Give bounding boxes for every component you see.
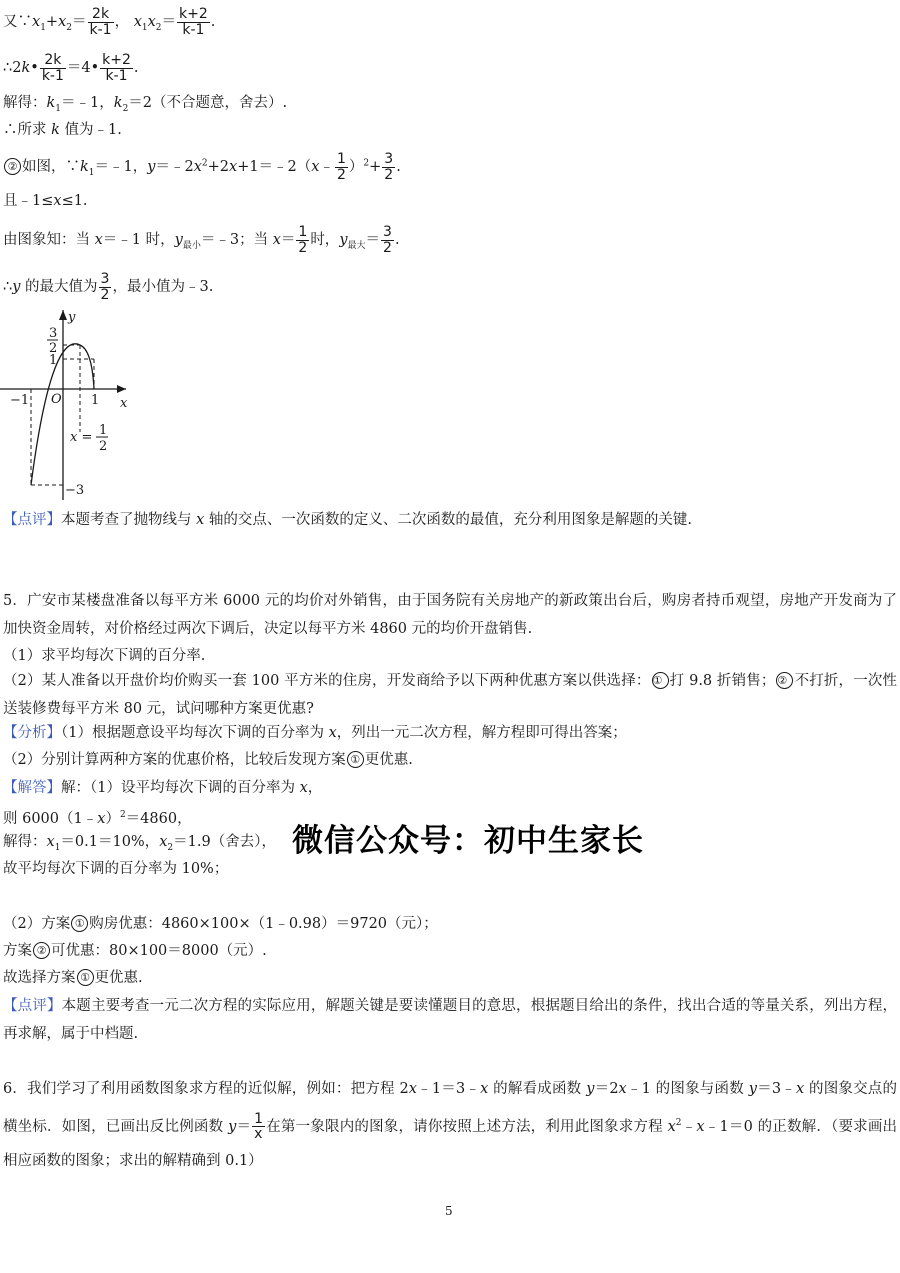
y-axis-arrow	[59, 310, 67, 320]
fraction-2k-over-k-1: $\frac{2k}{k-1}$	[89, 6, 112, 38]
analysis-tag: 【分析】	[3, 725, 61, 741]
fraction-1-over-x: $\frac{1}{x}$	[254, 1110, 264, 1143]
y-axis-label: y	[68, 310, 76, 325]
line-k-value: ∴所求 k 值为﹣1.	[3, 122, 122, 138]
y-tick-label-1: 1	[49, 353, 58, 368]
question-6-stem: 6．我们学习了利用函数图象求方程的近似解，例如：把方程 2x﹣1＝3﹣x 的解看成函数 y＝2x﹣1 的图象与函数 y＝3﹣x 的图象交点的横坐标．如图，已画出反比例函数 y＝ $\frac{1}{x}$ 在第一象限内的图象，请你按照上述方法，利用此图象求方程 $x^2﹣x﹣1=0$ 的正数解．（要求画出相应函数的图象；求出的解精确到 0.1）	[3, 1081, 898, 1169]
answer-line-1: 【解答】解：（1）设平均每次下调的百分率为 x，	[3, 780, 323, 796]
wechat-watermark: 微信公众号：初中生家长	[292, 823, 644, 859]
answer-line-4: 故平均每次下调的百分率为 10%；	[3, 861, 229, 877]
question-5-stem: 5．广安市某楼盘准备以每平方米 6000 元的均价对外销售，由于国务院有关房地产的新政策出台后，购房者持币观望，房地产开发商为了加快资金周转，对价格经过两次下调后，决定以每平方米 4860 元的均价开盘销售.	[3, 593, 897, 637]
answer-line-5: （2）方案 ① 购房优惠：4860×100×（1﹣0.98）＝9720（元）；	[3, 916, 438, 932]
fraction: $\frac{1}{2}$	[336, 151, 346, 183]
fraction: $\frac{3}{2}$	[100, 271, 110, 303]
question-5-part2: （2）某人准备以开盘价均价购买一套 100 平方米的住房，开发商给予以下两种优惠方案以供选择： ① 打 9.8 折销售； ② 不打折，一次性送装修费每平方米 80 元，试问哪种方案更优惠?	[3, 673, 898, 717]
analysis-line-2: （2）分别计算两种方案的优惠价格，比较后发现方案 ① 更优惠.	[3, 752, 413, 768]
tick-label-neg1: −1	[10, 393, 30, 408]
fraction: $\frac{3}{2}$	[383, 224, 392, 256]
fraction: $\frac{k+2}{k-1}$	[102, 52, 131, 84]
y-tick-three-half-num: 3	[49, 326, 58, 341]
line-solution-k: 解得：$k_1=﹣1$，$k_2=2$（不合题意，舍去）.	[3, 95, 288, 114]
answer-tag: 【解答】	[3, 780, 61, 796]
tick-label-1: 1	[91, 393, 100, 408]
line-extremes: 由图象知：当 x＝﹣1 时，$y_{最小}=﹣3$；当 x＝ $\frac{1}{2}$ 时，$y_{最大}=$ $\frac{3}{2}$ .	[3, 224, 400, 256]
x-axis-label: x	[120, 396, 128, 411]
line-equation: ∴2k• $\frac{2k}{k-1}$ ＝4• $\frac{k+2}{k-1}$ .	[3, 52, 139, 84]
vertex-x-num: 1	[99, 423, 108, 438]
comment-tag: 【点评】	[3, 512, 61, 528]
answer-line-2: 则 6000（1﹣x）$^2$＝4860，	[3, 810, 192, 827]
answer-line-3: 解得：$x_1=0.1=10\%$，$x_2=1.9$（舍去），	[3, 834, 276, 853]
question-5-part1: （1）求平均每次下调的百分率.	[3, 648, 206, 664]
y-tick-label-neg3: −3	[65, 483, 85, 498]
fraction-k+2-over-k-1: $\frac{k+2}{k-1}$	[179, 6, 208, 38]
line-sum-product: 又$\because x_1+x_2=$ $\frac{2k}{k-1}$ ， $x_1x_2=$ $\frac{k+2}{k-1}$ .	[3, 6, 216, 38]
parabola-graph	[0, 308, 150, 503]
fraction: $\frac{1}{2}$	[298, 224, 308, 256]
line-max-min: ∴y 的最大值为 $\frac{3}{2}$ ，最小值为﹣3.	[3, 271, 214, 303]
comment-block: 【点评】本题考查了抛物线与 x 轴的交点、一次函数的定义、二次函数的最值，充分利用图象是解题的关键.	[3, 512, 693, 528]
circled-number: ②	[4, 158, 21, 175]
y-tick-three-half-den: 2	[49, 341, 58, 356]
vertex-x-den: 2	[99, 439, 108, 454]
fraction: $\frac{3}{2}$	[384, 151, 394, 183]
line-domain: 且﹣1≤x≤1.	[3, 193, 88, 209]
comment-tag: 【点评】	[3, 998, 62, 1014]
vertex-x-label: x =	[70, 430, 93, 445]
comment-block-2: 【点评】本题主要考查一元二次方程的实际应用，解题关键是要读懂题目的意思，根据题目给出的条件，找出合适的等量关系，列出方程，再求解，属于中档题.	[3, 998, 898, 1042]
answer-line-6: 方案 ② 可优惠：80×100＝8000（元）.	[3, 943, 267, 959]
x-axis-arrow	[117, 385, 126, 393]
analysis-line-1: 【分析】（1）根据题意设平均每次下调的百分率为 x，列出一元二次方程，解方程即可得出答案；	[3, 725, 627, 741]
page-number: 5	[445, 1204, 453, 1218]
answer-line-7: 故选择方案 ① 更优惠.	[3, 970, 143, 986]
fraction: $\frac{2k}{k-1}$	[41, 52, 64, 84]
origin-label: O	[51, 392, 62, 407]
line-quadratic: ② 如图，$\because k_1=﹣1$，$y=﹣2x^2+2x+1=﹣2(x﹣$ $\frac{1}{2}$ ）$^2$+ $\frac{3}{2}$ .	[3, 152, 401, 184]
